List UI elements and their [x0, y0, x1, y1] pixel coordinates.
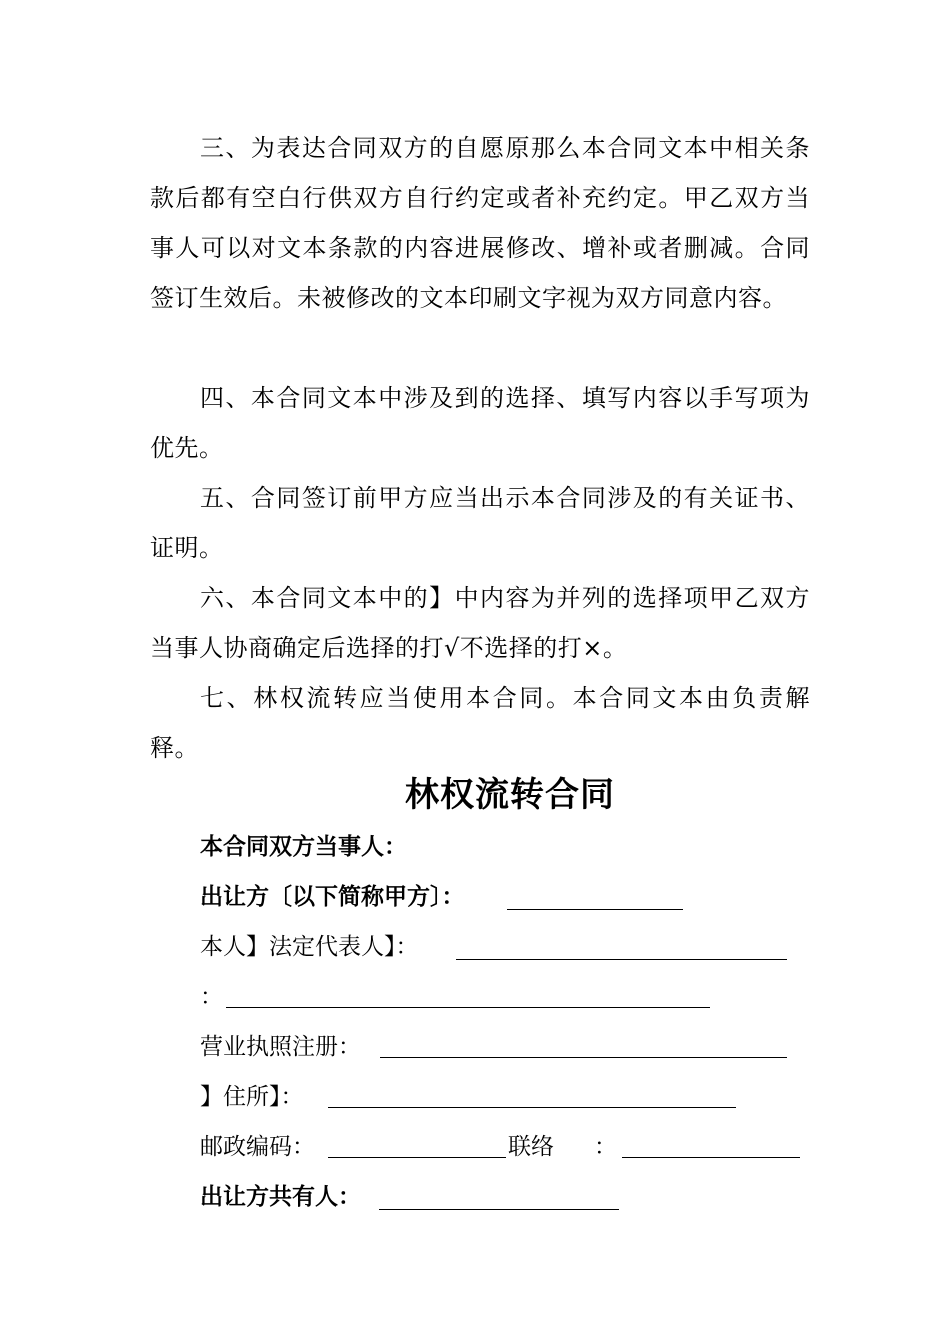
paragraph-5: 五、合同签订前甲方应当出示本合同涉及的有关证书、证明。 [150, 484, 810, 562]
business-license-label: 营业执照注册： [200, 1034, 361, 1060]
postal-code-label: 邮政编码： [200, 1134, 315, 1160]
co-owner-label: 出让方共有人： [200, 1184, 361, 1210]
postal-code-blank[interactable] [328, 1157, 506, 1158]
paragraph-6: 六、本合同文本中的】中内容为并列的选择项甲乙双方当事人协商确定后选择的打√不选择的打×。 [150, 584, 810, 662]
paragraph-3: 三、为表达合同双方的自愿原那么本合同文本中相关条款后都有空白行供双方自行约定或者补充约定。甲乙双方当事人可以对文本条款的内容进展修改、增补或者删减。合同签订生效后。未被修改的文本印刷文字视为双方同意内容。 [150, 134, 810, 312]
co-owner-blank[interactable] [379, 1209, 619, 1210]
transferor-blank[interactable] [507, 909, 683, 910]
paragraph-4: 四、本合同文本中涉及到的选择、填写内容以手写项为优先。 [150, 384, 810, 462]
business-license-blank[interactable] [380, 1057, 787, 1058]
contact-label: 联络 [508, 1134, 554, 1160]
contact-blank[interactable] [622, 1157, 800, 1158]
paragraph-7: 七、林权流转应当使用本合同。本合同文本由负责解释。 [150, 684, 810, 762]
parties-label: 本合同双方当事人： [200, 834, 407, 860]
contact-colon: ： [594, 1134, 617, 1160]
transferor-label: 出让方〔以下简称甲方〕： [200, 884, 465, 910]
residence-blank[interactable] [328, 1107, 736, 1108]
colon-label: ： [200, 984, 223, 1010]
contract-title: 林权流转合同 [405, 775, 615, 815]
legal-rep-label: 本人】法定代表人】： [200, 934, 419, 960]
residence-label: 】住所】： [200, 1084, 304, 1110]
unnamed-field-blank[interactable] [226, 1007, 710, 1008]
legal-rep-blank[interactable] [456, 959, 787, 960]
